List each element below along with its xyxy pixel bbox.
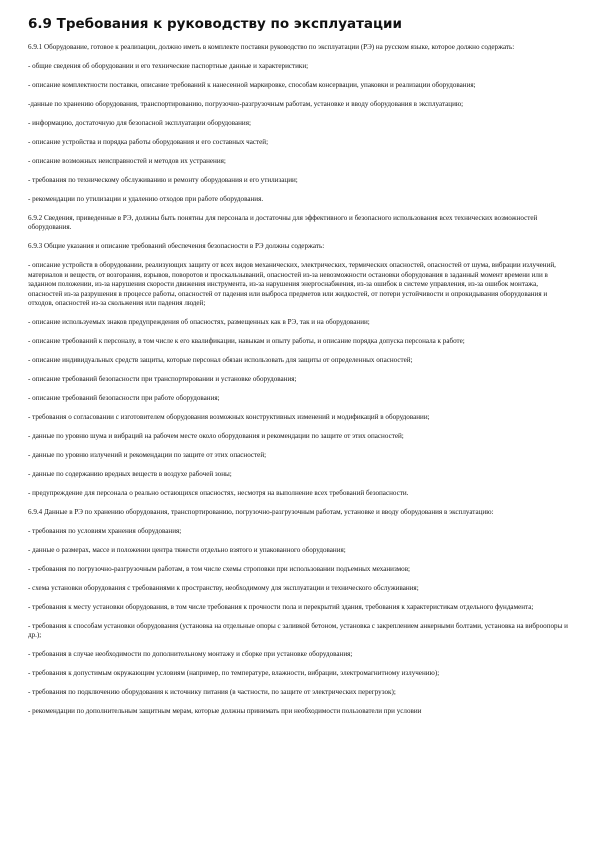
list-item: - требования по условиям хранения оборудования; — [28, 527, 182, 536]
list-item: - данные по уровню излучений и рекомендации по защите от этих опасностей; — [28, 451, 267, 460]
list-item: - требования по подключению оборудования к источнику питания (в частности, по защите от электрических перегрузок); — [28, 688, 396, 697]
paragraph: 6.9.3 Общие указания и описание требований обеспечения безопасности в РЭ должны содержать: — [28, 242, 325, 251]
list-item: - данные о размерах, массе и положении центра тяжести отдельно взятого и упакованного оборудования; — [28, 546, 346, 555]
list-item: - требования к допустимым окружающим условиям (например, по температуре, влажности, вибрации, электромагнитному излучению); — [28, 669, 440, 678]
document-body — [28, 43, 573, 717]
list-item: - данные по содержанию вредных веществ в воздухе рабочей зоны; — [28, 470, 232, 479]
list-item: - требования о согласовании с изготовителем оборудования возможных конструктивных изменений и модификаций в оборудовании; — [28, 413, 430, 422]
list-item: - описание индивидуальных средств защиты, которые персонал обязан использовать для защиты от определенных опасностей; — [28, 356, 413, 365]
list-item: - описание требований к персоналу, в том числе к его квалификации, навыкам и опыту работы, и описание порядка допуска персонала к работе; — [28, 337, 465, 346]
list-item: - данные по уровню шума и вибраций на рабочем месте около оборудования и рекомендации по защите от этих опасностей; — [28, 432, 404, 441]
list-item: - требования в случае необходимости по дополнительному монтажу и сборке при установке оборудования; — [28, 650, 353, 659]
paragraph: 6.9.1 Оборудование, готовое к реализации, должно иметь в комплекте поставки руководство по эксплуатации (РЭ) на русском языке, которое должно содержать: — [28, 43, 515, 51]
list-item: - описание устройства и порядка работы оборудования и его составных частей; — [28, 138, 269, 146]
list-item: - описание требований безопасности при работе оборудования; — [28, 394, 220, 403]
list-item: - информацию, достаточную для безопасной эксплуатации оборудования; — [28, 119, 251, 127]
list-item: - предупреждение для персонала о реально остающихся опасностях, несмотря на выполнение всех требований безопасности. — [28, 489, 409, 498]
paragraph: 6.9.4 Данные в РЭ по хранению оборудования, транспортированию, погрузочно-разгрузочным работам, установке и вводу оборудования в эксплуатацию: — [28, 508, 494, 517]
list-item: - схема установки оборудования с требованиями к пространству, необходимому для эксплуатации и технического обслуживания; — [28, 584, 419, 593]
list-item: - рекомендации по утилизации и удалению отходов при работе оборудования. — [28, 195, 264, 203]
document-page — [28, 16, 573, 726]
list-item: - общие сведения об оборудовании и его технические паспортные данные и характеристики; — [28, 62, 309, 70]
list-item: - требования по техническому обслуживанию и ремонту оборудования и его утилизации; — [28, 176, 298, 184]
list-item: - описание комплектности поставки, описание требований к нанесенной маркировке, способам консервации, упаковки и реализации оборудования; — [28, 81, 476, 89]
list-item: - требования к способам установки оборудования (установка на отдельные опоры с заливкой бетоном, установка с закреплением анкерными болтами, установка на виброопоры и др.); — [28, 622, 568, 640]
list-item: - рекомендации по дополнительным защитным мерам, которые должны принимать при необходимости пользователи при условии — [28, 707, 422, 716]
paragraph: 6.9.2 Сведения, приведенные в РЭ, должны быть понятны для персонала и достаточны для эффективного и безопасного использования всех технических возможностей оборудования. — [28, 214, 538, 232]
list-item: - требования по погрузочно-разгрузочным работам, в том числе схемы строповки при использовании подъемных механизмов; — [28, 565, 411, 574]
list-item: - описание устройств в оборудовании, реализующих защиту от всех видов механических, электрических, термических опасностей, опасностей от шума, вибрации излучений, материалов и веществ, от возгорания, взрывов, поворотов и проскальзываний, опасностей из-за невозможности остановки оборудования в заданный момент времени или в заданном положении, из-за нарушения скорости движения инструмента, из-за нарушения энергоснабжения, из-за ошибок в системе управления, из-за ошибок монтажа, опасностей из-за разрушения в процессе работы, опасностей от падения или выброса предметов или жидкостей, от потери устойчивости и опрокидывания оборудования и отходов, опасностей из-за скольжения или падения людей; — [28, 261, 556, 308]
list-item: - описание используемых знаков предупреждения об опасностях, размещенных как в РЭ, так и на оборудовании; — [28, 318, 370, 327]
section-title: 6.9 Требования к руководству по эксплуатации — [28, 16, 402, 32]
list-item: - описание требований безопасности при транспортировании и установке оборудования; — [28, 375, 297, 384]
list-item: -данные по хранению оборудования, транспортированию, погрузочно-разгрузочным работам, установке и вводу оборудования в эксплуатацию; — [28, 100, 464, 108]
list-item: - требования к месту установки оборудования, в том числе требования к прочности пола и перекрытий здания, требования к характеристикам отдельного фундамента; — [28, 603, 534, 612]
list-item: - описание возможных неисправностей и методов их устранения; — [28, 157, 226, 165]
